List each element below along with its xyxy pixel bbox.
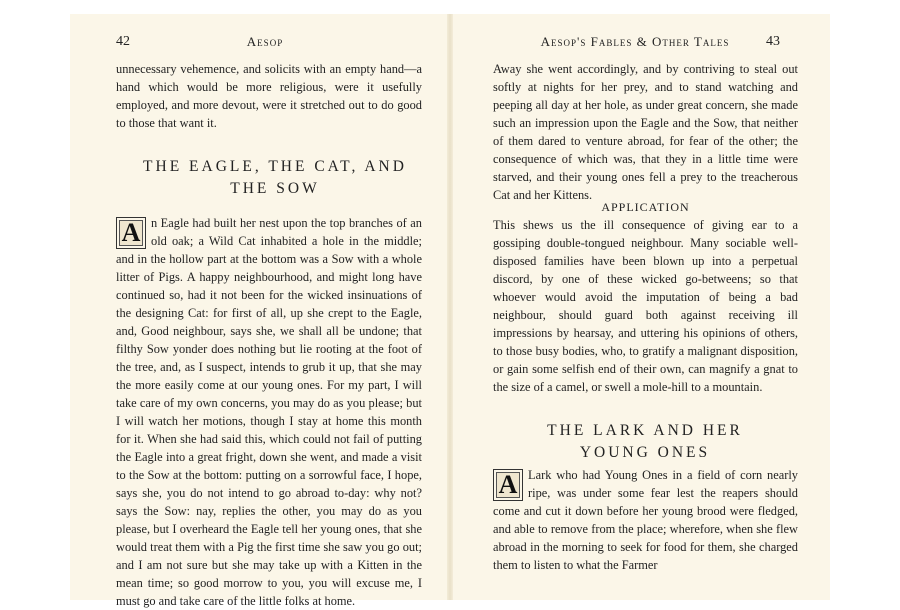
lark-story-body <box>493 466 798 574</box>
lark-story-title: THE LARK AND HER YOUNG ONES <box>547 422 743 461</box>
left-page-number: 42 <box>116 34 130 49</box>
book-spread <box>70 14 830 608</box>
drop-cap: A <box>116 217 146 249</box>
eagle-story-text: n Eagle had built her nest upon the top branches of an old oak; a Wild Cat inhabited a hole in the middle; and in the hollow part at the bottom was a Sow with a whole litter of Pigs. A happy neighbourhood, and might long have continued so, had it not been for the wicked insinuations of the designing Cat: for first of all, up she crept to the Eagle, and, Good neighbour, says she, we shall all be undone; that filthy Sow yonder does nothing but lie rooting at the foot of the tree, and, as I suspect, intends to grub it up, that she may the more easily come at our young ones. For my part, I will take care of my own concerns, you may do as you please; but I will watch her motions, though I stay at home this month for it. When she had said this, which could not fail of putting the Eagle into a great fright, down she went, and made a visit to the Sow at the bottom: putting on a sorrowful face, I hope, says she, you do not intend to go abroad to-day: why not? says the Sow: nay, replies the other, you may do as you please, but I overheard the Eagle tell her young ones, that she would treat them with a Pig the first time she saw you go out; and I am not sure but she may take up with a Kitten in the mean time; so good morrow to you, you will excuse me, I must go and take care of the little folks at home. <box>116 216 422 608</box>
right-running-head: Aesop's Fables & Other Tales <box>540 34 730 49</box>
eagle-story-body <box>116 214 422 610</box>
application-heading: APPLICATION <box>601 200 690 214</box>
application-text: This shews us the ill consequence of giving ear to a gossiping double-tongued neighbour. Many sociable well-disposed families have been blown up into a perpetual discord, by one of these wicked go-betweens; so that whoever would avoid the imputation of being a bad neighbour, should guard both against receiving ill impressions by hearsay, and uttering his opinions of others, to those busy bodies, who, to gratify a malignant disposition, or gain some selfish end of their own, can magnify a gnat to the size of a camel, or swell a mole-hill to a mountain. <box>493 218 798 394</box>
right-continued-text: Away she went accordingly, and by contriving to steal out softly at nights for her prey, and to stand watching and peeping all day at her hole, as under great concern, she made such an impression upon the Eagle and the Sow, that neither of them dared to venture abroad, for fear of the other; the consequence of which was, that they in a little time were starved, and their young ones fell a prey to the treacherous Cat and her Kittens. <box>493 62 798 202</box>
right-page-number: 43 <box>766 34 780 49</box>
left-page <box>70 14 450 608</box>
drop-cap: A <box>493 469 523 501</box>
left-running-head: Aesop <box>246 34 284 49</box>
right-page <box>450 14 830 600</box>
lark-story-text: Lark who had Young Ones in a field of corn nearly ripe, was under some fear lest the reapers should come and cut it down before her young brood were fledged, and able to remove from the place; wherefore, when she flew abroad in the morning to seek for food for them, she charged them to listen to what the Farmer <box>493 468 798 572</box>
eagle-story-title: THE EAGLE, THE CAT, AND THE SOW <box>143 158 407 197</box>
left-intro-text: unnecessary vehemence, and solicits with an empty hand—a hand which would be more religious, were it usefully employed, and more devout, were it stretched out to do good to those that want it. <box>116 62 422 130</box>
